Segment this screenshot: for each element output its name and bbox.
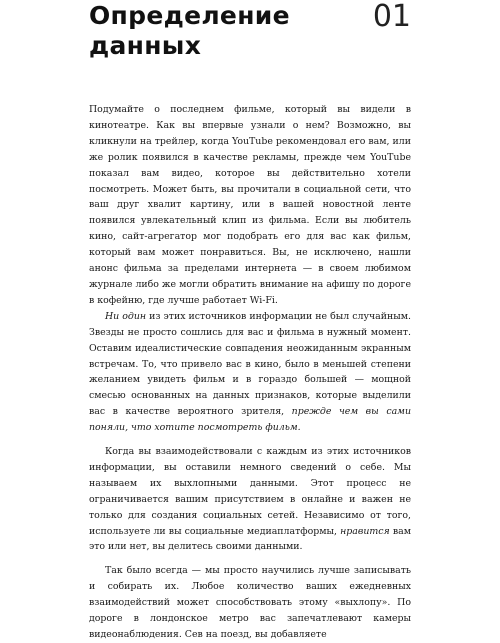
chapter-title-line2: данных	[89, 31, 202, 60]
chapter-number: 01	[372, 0, 411, 34]
paragraph-text: Когда вы взаимодействовали с каждым из этих источников информации, вы оставили немного сведений о себе. Мы называем их выхлопными данными. Этот процесс не ограничивается вашим присутствием в онлайне и важен не только для создания социальных сетей. Независимо от того, используете ли вы социальные медиаплатформы,	[89, 446, 411, 537]
chapter-title-line1: Определение	[89, 1, 290, 30]
paragraph-text-italic: нравится	[340, 525, 390, 537]
paragraph-text-italic: Ни один	[105, 310, 147, 322]
paragraph	[89, 563, 411, 643]
paragraph-text: из этих источников информации не был случайным. Звезды не просто сошлись для вас и фильма в нужный момент. Оставим идеалистические совпадения неожиданным экранным встречам. То, что привело вас в кино, было в меньшей степени желанием увидеть фильм и в гораздо большей — мощной смесью основанных на данных признаков, которые выделили вас в качестве вероятного зрителя,	[89, 310, 411, 418]
paragraph-text: вам это или нет, вы делитесь своими данными.	[89, 525, 412, 553]
body-text	[89, 102, 411, 643]
paragraph	[89, 102, 411, 309]
paragraph-text: Так было всегда — мы просто научились лучше записывать и собирать их. Любое количество ваших ежедневных взаимодействий может способствовать этому «выхлопу». По дороге в лондонское метро вас запечатлевают камеры видеонаблюдения. Сев на поезд, вы добавляете	[89, 565, 411, 640]
chapter-title	[89, 1, 349, 61]
paragraph-text: Подумайте о последнем фильме, который вы видели в кинотеатре. Как вы впервые узнали о нем? Возможно, вы кликнули на трейлер, когда YouTube рекомендовал его вам, или же ролик появился в качестве рекламы, прежде чем YouTube показал вам видео, которое вы действительно хотели посмотреть. Может быть, вы прочитали в социальной сети, что ваш друг хвалит картину, или в вашей новостной ленте появился увлекательный клип из фильма. Если вы любитель кино, сайт-агрегатор мог подобрать его для вас как фильм, который вам может понравиться. Вы, не исключено, нашли анонс фильма за пределами интернета — в своем любимом журнале либо же могли обратить внимание на афишу по дороге в кофейню, где лучше работает Wi-Fi.	[89, 104, 411, 306]
paragraph-text-italic: прежде чем вы сами поняли, что хотите посмотреть фильм.	[89, 406, 411, 434]
paragraph	[89, 309, 411, 436]
